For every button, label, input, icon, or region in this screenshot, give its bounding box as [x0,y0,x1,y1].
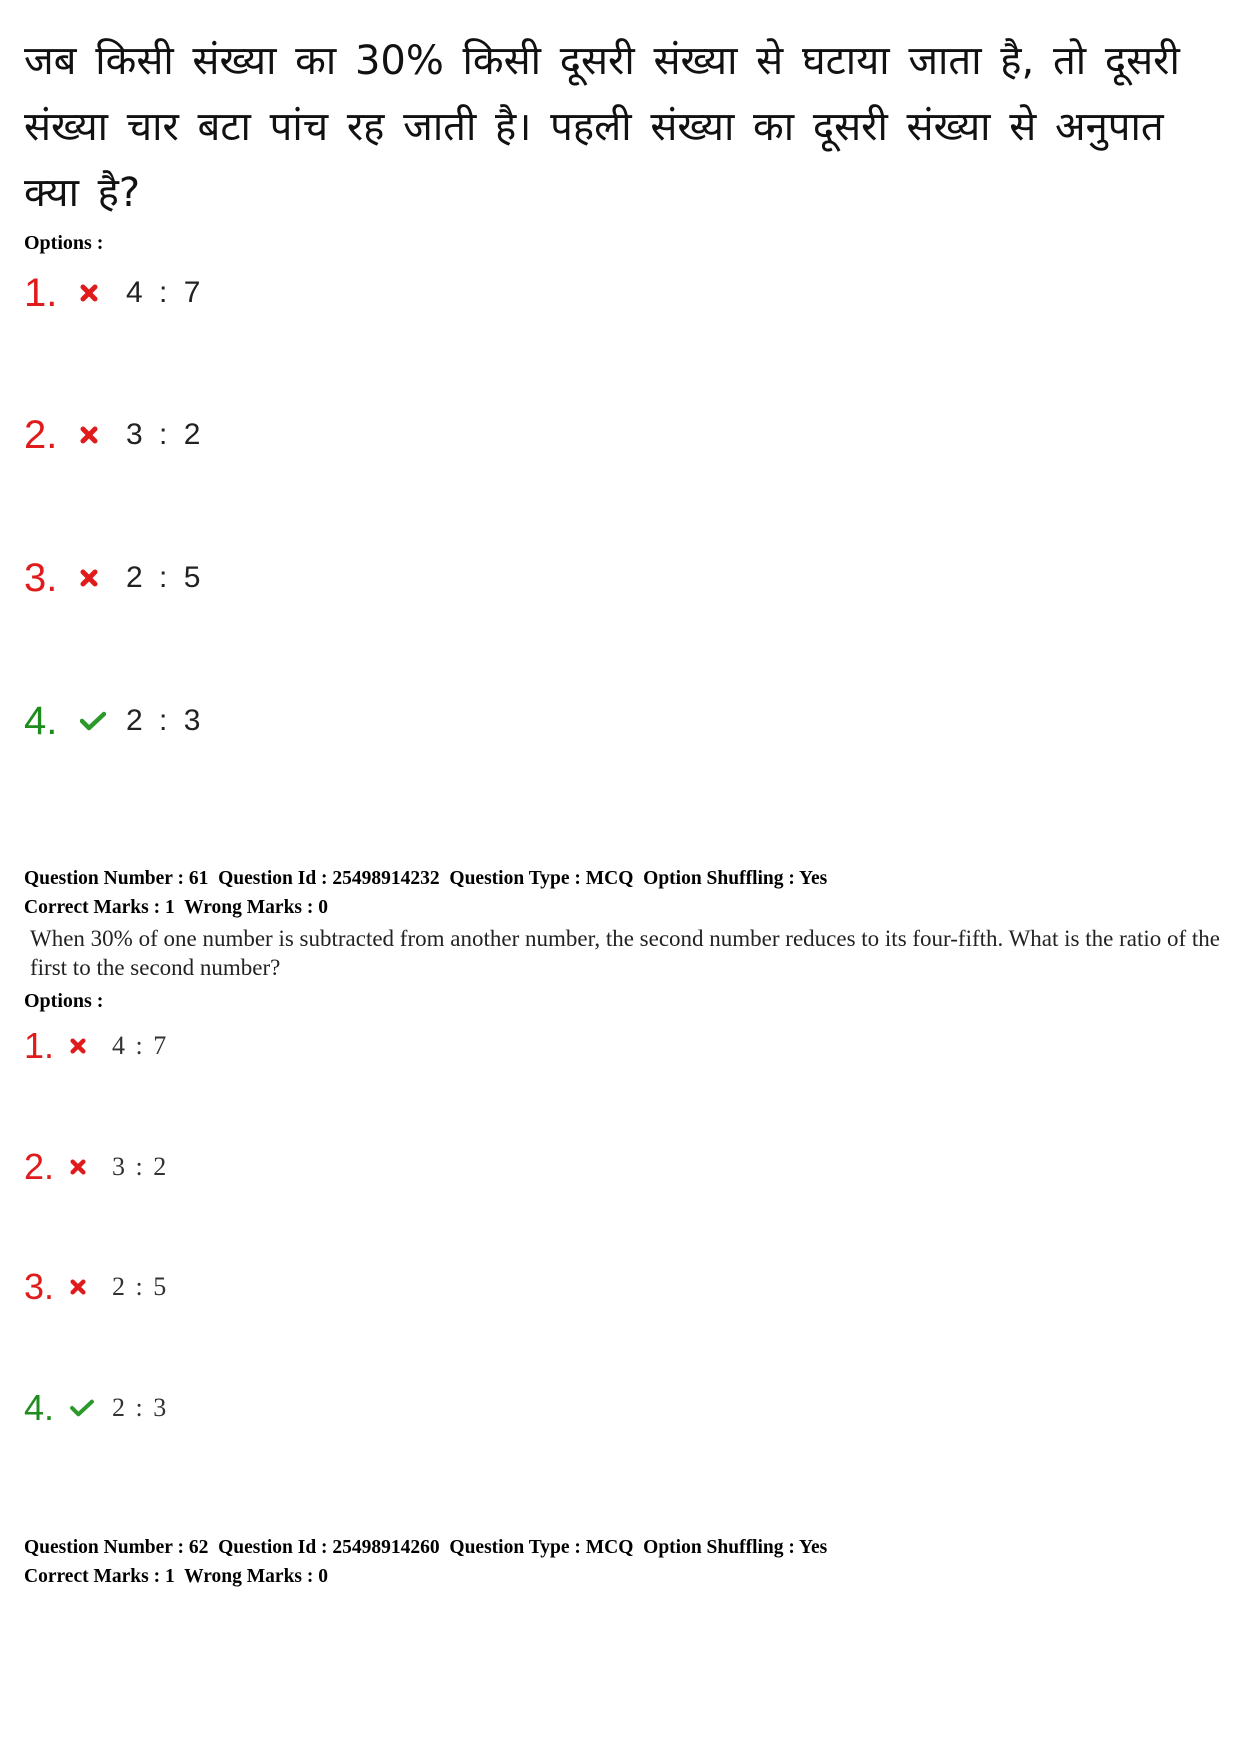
cross-icon [80,569,126,587]
option-number: 1. [24,270,58,315]
question-text-hindi: जब किसी संख्या का 30% किसी दूसरी संख्या से घटाया जाता है, तो दूसरी संख्या चार बटा पांच रह जाती है। पहली संख्या का दूसरी संख्या से अनुपात क्या है? [24,38,1180,216]
option-value: 4 : 7 [112,1031,169,1060]
cross-icon [80,426,126,444]
option-number: 2. [24,412,58,457]
question-meta-line1: Question Number : 62 Question Id : 25498914260 Question Type : MCQ Option Shuffling : Yes [24,1537,828,1558]
option-4 [24,696,204,746]
question-marks-line: Correct Marks : 1 Wrong Marks : 0 [24,897,329,918]
option-value: 2 : 5 [126,561,205,594]
option-number: 4. [24,698,58,743]
option-value: 3 : 2 [112,1152,169,1181]
question-text-english: When 30% of one number is subtracted from another number, the second number reduces to its four-fifth. What is the ratio of the first to the second number? [30,926,1221,980]
option-number: 2. [24,1146,55,1187]
question-marks-line: Correct Marks : 1 Wrong Marks : 0 [24,1566,329,1587]
option-1 [24,1024,168,1068]
cross-icon [70,1038,112,1054]
option-value: 2 : 5 [112,1272,169,1301]
option-number: 4. [24,1387,55,1428]
cross-icon [80,284,126,302]
question-meta-line1: Question Number : 61 Question Id : 25498914232 Question Type : MCQ Option Shuffling : Yes [24,868,828,889]
option-value: 4 : 7 [126,276,205,309]
cross-icon [70,1279,112,1295]
option-value: 3 : 2 [126,418,205,451]
options-label: Options : [24,990,104,1012]
option-2 [24,410,204,460]
option-3 [24,1265,168,1309]
cross-icon [70,1159,112,1175]
option-value: 2 : 3 [112,1393,169,1422]
check-icon [80,711,126,731]
check-icon [70,1399,112,1417]
option-value: 2 : 3 [126,704,205,737]
option-4 [24,1386,168,1430]
options-label: Options : [24,232,104,254]
option-3 [24,553,204,603]
option-number: 1. [24,1025,55,1066]
option-number: 3. [24,555,58,600]
option-2 [24,1145,168,1189]
option-number: 3. [24,1266,55,1307]
option-1 [24,268,204,318]
